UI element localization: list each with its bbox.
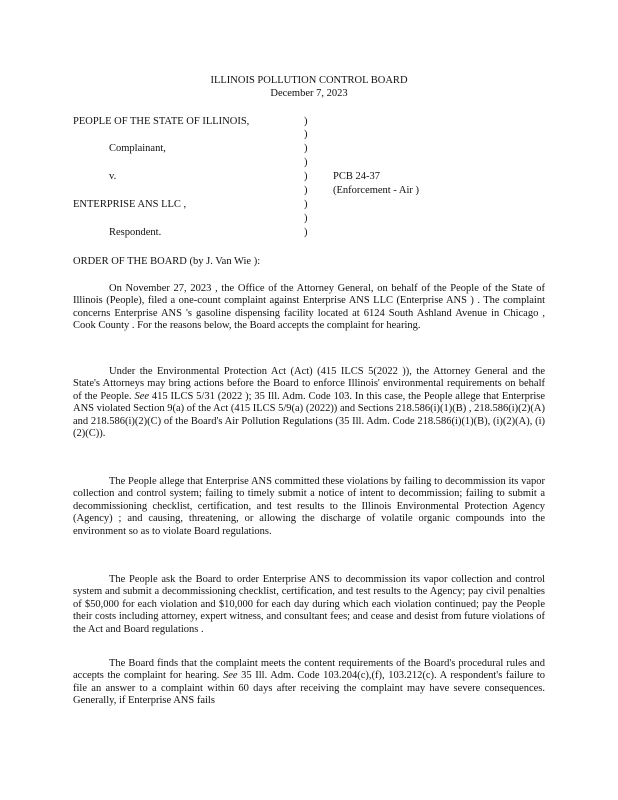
complainant-label: Complainant, — [109, 143, 166, 154]
caption-paren: ) — [304, 157, 308, 168]
paragraph-text: 415 ILCS 5/31 (2022 ); 35 Ill. Adm. Code 103. In this case, the People allege that Enterprise ANS violated Section 9(a) of the Act (415 ILCS 5/9(a) (2022)) and Sections 218.586(i)(1)(B) , 218.586(i)(2)(A) and 218.586(i)(2)(C) of the Board's Air Pollution Regulations (35 Ill. Adm. Code 218.586(i)(1)(B), (i)(2)(A), (i)(2)(C)). — [73, 390, 546, 440]
citation-signal: See — [222, 670, 238, 682]
paragraph-filing: On November 27, 2023 , the Office of the Attorney General, on behalf of the People of the State of Illinois (People), filed a one-count complaint against Enterprise ANS LLC (Enterprise ANS ) . The complaint concerns Enterprise ANS 's gasoline dispensing facility located at 6124 South Ashland Avenue in Chicago , Cook County . For the reasons below, the Board accepts the complaint for hearing. — [73, 283, 545, 332]
board-name: ILLINOIS POLLUTION CONTROL BOARD — [210, 75, 408, 86]
case-number: PCB 24-37 — [333, 171, 380, 182]
paragraph-text: 35 Ill. Adm. Code 103.204(c),(f), 103.212(c). A respondent's failure to file an answer to a complaint within 60 days after receiving the complaint may have severe consequences. Generally, if Enterprise ANS fails — [73, 670, 546, 707]
citation-signal: See — [134, 390, 150, 402]
paragraph-violations — [73, 366, 545, 440]
caption-paren: ) — [304, 171, 308, 182]
respondent-label: Respondent. — [109, 227, 162, 238]
case-type: (Enforcement - Air ) — [333, 185, 420, 196]
plaintiff-name: PEOPLE OF THE STATE OF ILLINOIS, — [73, 116, 250, 127]
paragraph-text: Under the Environmental Protection Act (Act) (415 ILCS 5(2022 )), the Attorney General and the State's Attorneys may bring actions before the Board to enforce Illinois' environmental requirements on behalf of the People. — [73, 366, 545, 402]
caption-paren: ) — [304, 199, 308, 210]
paragraph-allegations: The People allege that Enterprise ANS committed these violations by failing to decommission its vapor collection and control system; failing to timely submit a notice of intent to decommission; failing to submit a decommissioning checklist, certification, and test results to the Illinois Environmental Protection Agency (Agency) ; and causing, threatening, or allowing the discharge of volatile organic compounds into the environment so as to violate Board regulations. — [73, 476, 545, 537]
caption-paren: ) — [304, 116, 308, 127]
paragraph-findings — [73, 658, 545, 708]
paragraph-relief: The People ask the Board to order Enterprise ANS to decommission its vapor collection and control system and submit a decommissioning checklist, certification, and test results to the Agency; pay civil penalties of $50,000 for each violation and $10,000 for each day during which each violation continued; pay the People their costs including attorney, expert witness, and consultant fees; and cease and desist from future violations of the Act and Board regulations . — [73, 574, 545, 635]
caption-paren: ) — [304, 143, 308, 154]
caption-paren: ) — [304, 129, 308, 140]
versus-label: v. — [109, 171, 117, 182]
caption-paren: ) — [304, 227, 308, 238]
respondent-name: ENTERPRISE ANS LLC , — [73, 199, 187, 210]
caption-paren: ) — [304, 213, 308, 224]
paragraph-text: The Board finds that the complaint meets the content requirements of the Board's procedural rules and accepts the complaint for hearing. — [73, 658, 545, 682]
caption-paren: ) — [304, 185, 308, 196]
order-heading: ORDER OF THE BOARD (by J. Van Wie ): — [73, 256, 261, 267]
order-date: December 7, 2023 — [270, 88, 348, 99]
